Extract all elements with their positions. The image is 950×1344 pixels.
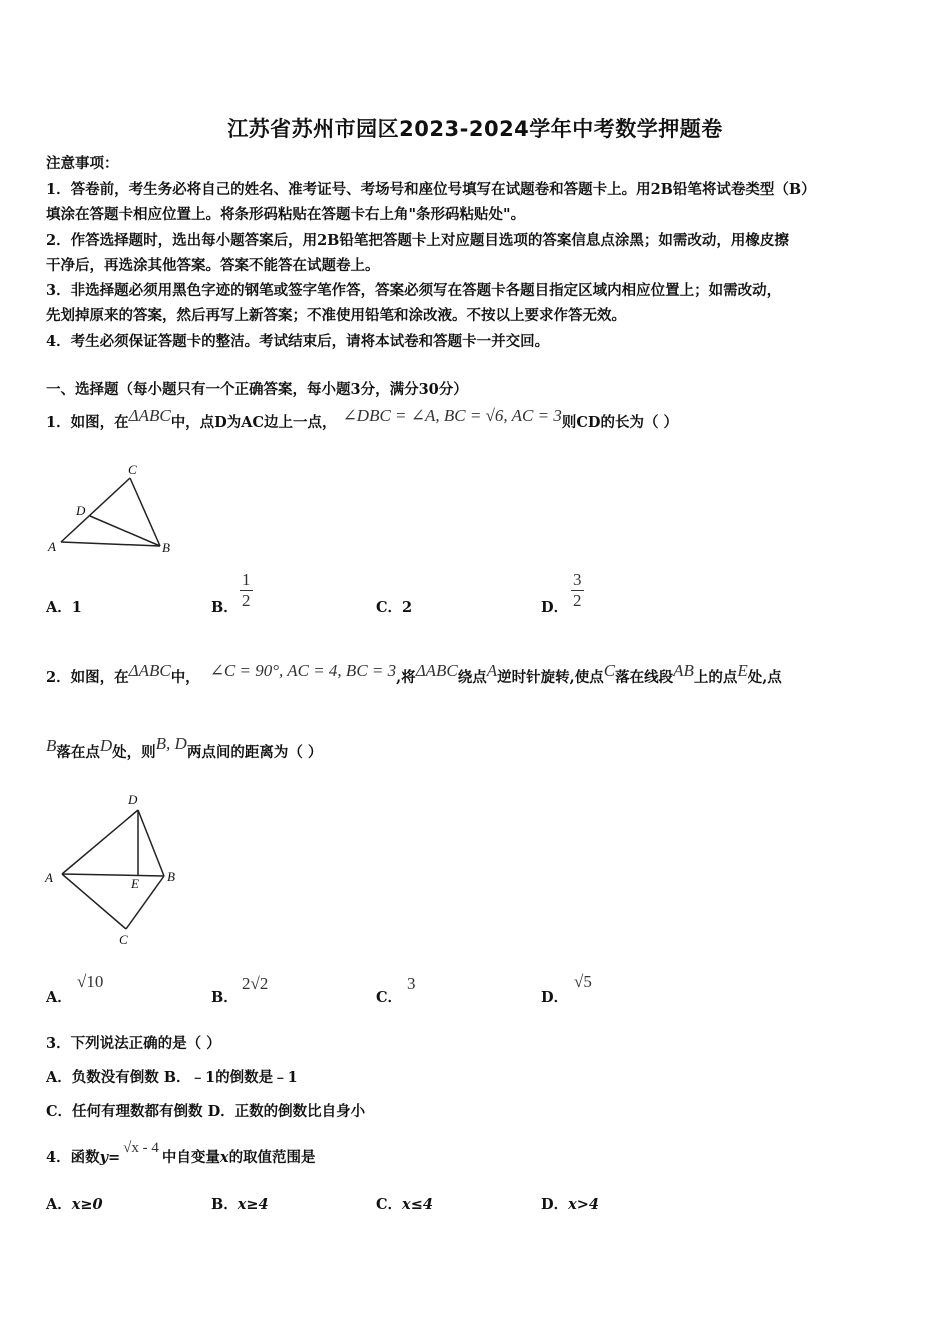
- q4-option-b-value: x≥4: [237, 1196, 269, 1213]
- q2-option-d[interactable]: [541, 986, 568, 1007]
- page-title: 江苏省苏州市园区2023-2024学年中考数学押题卷: [227, 117, 723, 141]
- q1-side-ab: [61, 542, 160, 546]
- q2-mid: 中，: [170, 669, 200, 686]
- q1-option-b-fraction: [240, 570, 253, 610]
- q4-post: 中自变量: [161, 1149, 220, 1166]
- q4-option-c[interactable]: [376, 1193, 433, 1214]
- q1-option-d-fraction: [571, 570, 584, 610]
- q4-option-b-letter: B．: [211, 1196, 238, 1213]
- q2-t5: 上的点: [693, 669, 738, 686]
- q4-variable: x: [219, 1149, 229, 1166]
- q4-option-a-value: x≥0: [71, 1196, 103, 1213]
- q4-option-b[interactable]: [211, 1193, 269, 1214]
- q3-options-line2[interactable]: C．任何有理数都有倒数 D．正数的倒数比自身小: [46, 1103, 366, 1120]
- q1-option-d-letter: D．: [541, 599, 569, 616]
- q3-options-line1[interactable]: A．负数没有倒数 B．﹣1的倒数是﹣1: [46, 1069, 298, 1086]
- q2-option-a-letter: A．: [46, 989, 72, 1006]
- q1-stem: [46, 406, 678, 432]
- q2-t4: 落在线段: [615, 669, 674, 686]
- q2-triangle: ΔABC: [128, 661, 171, 680]
- q1-option-a-letter: A．: [46, 599, 72, 616]
- q2-t3: 逆时针旋转,使点: [497, 669, 604, 686]
- q1-option-d-num: 3: [573, 570, 582, 589]
- q1-pre: 1．如图，在: [46, 414, 129, 431]
- q2-label-b: B: [167, 869, 175, 884]
- q1-option-d[interactable]: [541, 596, 568, 617]
- section-heading: 一、选择题（每小题只有一个正确答案，每小题3分，满分30分）: [46, 381, 468, 398]
- q4-option-a[interactable]: [46, 1193, 103, 1214]
- q2-point-c: C: [603, 661, 616, 680]
- q2-option-c-value: 3: [407, 974, 416, 993]
- q2-option-c-letter: C．: [376, 989, 403, 1006]
- q2-point-b: B: [46, 736, 57, 755]
- q1-option-a[interactable]: [46, 596, 82, 617]
- q2-stem-line1: [46, 661, 782, 687]
- notice-line-3a: 3．非选择题必须用黑色字迹的钢笔或签字笔作答，答案必须写在答题卡各题目指定区域内相应位置上；如需改动，: [46, 282, 782, 299]
- q2-option-a-value: √10: [77, 972, 104, 991]
- q2-segment-ab: AB: [673, 661, 694, 680]
- q2-option-a[interactable]: [46, 986, 72, 1007]
- q3-stem: 3．下列说法正确的是（ ）: [46, 1035, 221, 1052]
- q1-option-d-den: 2: [573, 590, 582, 610]
- q1-figure: [44, 460, 184, 560]
- q2-label-d: D: [128, 792, 138, 807]
- q2-t1: ,将: [396, 669, 416, 686]
- q2-option-c[interactable]: [376, 986, 402, 1007]
- q1-condition: ∠DBC = ∠A, BC = √6, AC = 3: [342, 406, 562, 425]
- q2-option-b-letter: B．: [211, 989, 238, 1006]
- q1-option-a-value: 1: [71, 599, 82, 616]
- q4-option-d-value: x>4: [568, 1196, 599, 1213]
- q2-stem-line2: [46, 734, 323, 762]
- q2-t7: 落在点: [56, 744, 100, 761]
- q1-side-ac: [61, 478, 130, 542]
- q1-option-c-value: 2: [402, 599, 413, 616]
- q2-option-d-letter: D．: [541, 989, 569, 1006]
- q2-label-e: E: [131, 876, 139, 891]
- notice-line-2a: 2．作答选择题时，选出每小题答案后，用2B铅笔把答题卡上对应题目选项的答案信息点涂黑；如需改动，用橡皮擦: [46, 232, 789, 249]
- q4-option-a-letter: A．: [46, 1196, 72, 1213]
- q2-t6: 处,点: [747, 669, 782, 686]
- q1-triangle: ΔABC: [128, 406, 171, 425]
- notice-line-2b: 干净后，再选涂其他答案。答案不能答在试题卷上。: [46, 257, 380, 274]
- q1-option-b[interactable]: [211, 596, 238, 617]
- q1-label-a: A: [48, 539, 56, 554]
- notice-line-1b: 填涂在答题卡相应位置上。将条形码粘贴在答题卡右上角"条形码粘贴处"。: [46, 206, 526, 223]
- q2-point-a: A: [486, 661, 498, 680]
- q4-option-c-value: x≤4: [402, 1196, 433, 1213]
- q2-condition: ∠C = 90°, AC = 4, BC = 3: [209, 661, 397, 680]
- q2-option-b[interactable]: [211, 986, 238, 1007]
- q2-option-d-value: √5: [574, 972, 592, 991]
- q2-pre: 2．如图，在: [46, 669, 129, 686]
- q2-point-e: E: [737, 661, 748, 680]
- q1-mid: 中，点D为AC边上一点，: [170, 414, 337, 431]
- q2-side-ad: [62, 810, 138, 874]
- q2-t2: 绕点: [457, 669, 487, 686]
- q2-side-ab: [62, 874, 164, 876]
- q2-option-b-value: 2√2: [242, 974, 269, 993]
- notice-heading: 注意事项：: [46, 155, 119, 172]
- q1-option-c[interactable]: [376, 596, 412, 617]
- q2-triangle-2: ΔABC: [415, 661, 458, 680]
- q4-option-d[interactable]: [541, 1193, 599, 1214]
- notice-line-4: 4．考生必须保证答题卡的整洁。考试结束后，请将本试卷和答题卡一并交回。: [46, 333, 550, 350]
- q4-function: y=: [99, 1149, 121, 1166]
- q4-pre: 4．函数: [46, 1149, 100, 1166]
- notice-line-3b: 先划掉原来的答案，然后再写上新答案；不准使用铅笔和涂改液。不按以上要求作答无效。: [46, 307, 626, 324]
- q4-post2: 的取值范围是: [228, 1149, 316, 1166]
- q1-option-c-letter: C．: [376, 599, 403, 616]
- q2-side-ac: [62, 874, 126, 929]
- q4-stem: [46, 1140, 316, 1167]
- q1-option-b-den: 2: [242, 590, 251, 610]
- q4-expression: √x - 4: [123, 1140, 159, 1156]
- q1-label-c: C: [128, 462, 137, 477]
- q2-side-db: [138, 810, 164, 876]
- q4-option-c-letter: C．: [376, 1196, 403, 1213]
- notice-line-1a: 1．答卷前，考生务必将自己的姓名、准考证号、考场号和座位号填写在试题卷和答题卡上。用2B铅笔将试卷类型（B）: [46, 181, 816, 198]
- q4-option-d-letter: D．: [541, 1196, 569, 1213]
- q2-points-bd: B, D: [155, 734, 187, 753]
- q2-label-a: A: [45, 870, 53, 885]
- q2-point-d: D: [99, 736, 113, 755]
- q1-label-b: B: [162, 540, 170, 555]
- q1-option-b-num: 1: [242, 570, 251, 589]
- q1-post: 则CD的长为（ ）: [561, 414, 678, 431]
- q2-figure: [40, 786, 190, 956]
- q1-option-b-letter: B．: [211, 599, 238, 616]
- q1-label-d: D: [76, 503, 86, 518]
- q2-t8: 处，则: [112, 744, 156, 761]
- q2-label-c: C: [119, 932, 128, 947]
- q2-t9: 两点间的距离为（ ）: [186, 744, 323, 761]
